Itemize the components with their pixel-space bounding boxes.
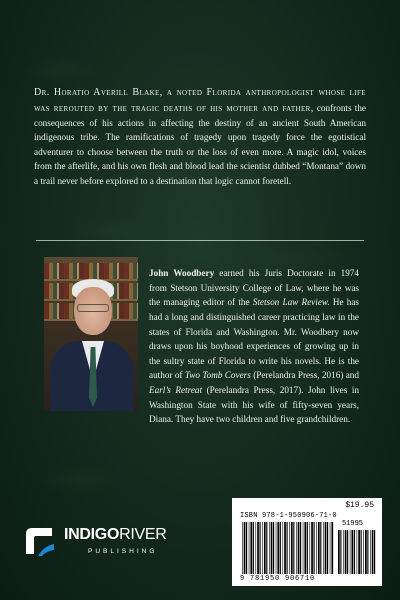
author-photo: [44, 257, 138, 411]
price-label: $19.95: [345, 501, 374, 510]
back-cover-blurb: [34, 85, 366, 188]
book-title-2: Earl’s Retreat: [149, 384, 203, 395]
ean-barcode: [242, 522, 334, 574]
barcode-panel: [232, 498, 382, 586]
bio-text-1: earned his Juris Doctorate in 1974 from Stetson University College of Law, where he was the managing editor of the: [149, 268, 359, 308]
author-name: John Woodbery: [149, 268, 215, 279]
publisher-logo: [22, 522, 192, 572]
section-divider: [36, 240, 364, 241]
bio-text-3: (Perelandra Press, 2016) and: [250, 370, 359, 381]
blurb-lead: Dr. Horatio Averill Blake, a noted Florida anthropologist whose life was rerouted by the tragic deaths of his mother and father,: [34, 87, 366, 114]
bio-text-4: (Perelandra Press, 2017). John lives in Washington State with his wife of fifty-seven years, Diana. They have two children and five grandchildren.: [149, 384, 360, 425]
publisher-name: INDIGORIVER: [64, 526, 167, 543]
blurb-body: confronts the consequences of his actions in affecting the destiny of an ancient South American indigenous tribe. The ramifications of tragedy upon tragedy force the egotistical adventurer to choose between the truth or the loss of even more. A magic idol, voices from the afterlife, and his own flesh and blood lead the scientist dubbed “Montana” down a trail never before explored to a destination that logic cannot foretell.: [34, 102, 366, 186]
book-title-1: Two Tomb Covers: [184, 370, 251, 381]
publisher-mark-icon: [22, 524, 58, 560]
ean-digits: 9 781950 906710: [240, 575, 316, 583]
bio-text-2: He has had a long and distinguished career practicing law in the states of Florida and Washington. Mr. Woodbery now draws upon his boyhood experiences of growing up in the sultry state of Florida to write his novels. He is the author of: [149, 297, 359, 381]
addon-barcode: [338, 530, 376, 574]
journal-title: Stetson Law Review.: [252, 297, 330, 308]
author-bio: [149, 266, 359, 427]
publisher-subtitle: PUBLISHING: [88, 548, 158, 555]
isbn-label: ISBN 978-1-950906-71-0: [240, 512, 337, 520]
addon-code: 51995: [342, 520, 364, 528]
